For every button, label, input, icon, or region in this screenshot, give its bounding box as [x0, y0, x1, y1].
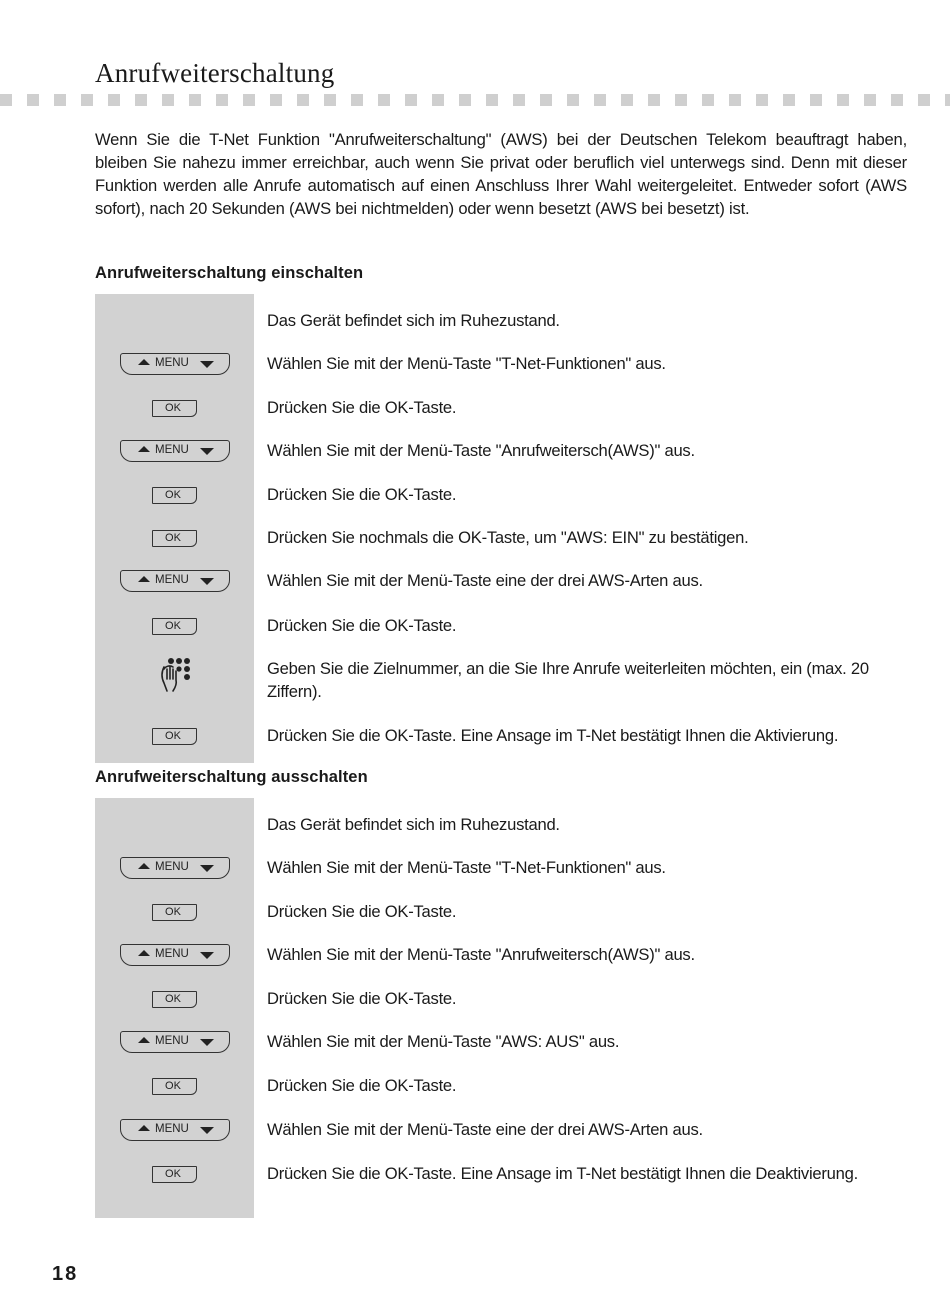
- step-text: Drücken Sie die OK-Taste.: [267, 1076, 457, 1095]
- rule-dot: [810, 94, 822, 106]
- step-key-cell: [95, 856, 254, 880]
- step-key-cell: [95, 1162, 254, 1186]
- rule-dot: [540, 94, 552, 106]
- arrow-up-icon: [138, 576, 150, 582]
- step-text: Wählen Sie mit der Menü-Taste eine der drei AWS-Arten aus.: [267, 571, 703, 590]
- ok-key-icon: [152, 487, 197, 504]
- rule-dot: [324, 94, 336, 106]
- rule-dot: [945, 94, 950, 106]
- rule-dot: [648, 94, 660, 106]
- ok-key-icon: [152, 530, 197, 547]
- rule-dot: [243, 94, 255, 106]
- step-row: [95, 724, 925, 764]
- ok-key-icon: [152, 904, 197, 921]
- rule-dot: [756, 94, 768, 106]
- ok-key-icon: [152, 1166, 197, 1183]
- arrow-down-icon: [200, 952, 214, 959]
- rule-dot: [162, 94, 174, 106]
- menu-key-label: MENU: [155, 444, 189, 456]
- step-text: Drücken Sie die OK-Taste. Eine Ansage im T-Net bestätigt Ihnen die Deaktivierung.: [267, 1164, 858, 1183]
- rule-dot: [378, 94, 390, 106]
- ok-key-label: OK: [165, 993, 181, 1005]
- step-key-cell: [95, 813, 254, 837]
- section-heading-ausschalten: Anrufweiterschaltung ausschalten: [95, 768, 368, 786]
- menu-key-icon: [120, 944, 230, 966]
- step-row: [95, 813, 925, 853]
- step-row: [95, 900, 925, 940]
- rule-dot: [135, 94, 147, 106]
- rule-dot: [837, 94, 849, 106]
- step-text: Wählen Sie mit der Menü-Taste eine der drei AWS-Arten aus.: [267, 1120, 703, 1139]
- section-heading-einschalten: Anrufweiterschaltung einschalten: [95, 264, 364, 282]
- menu-key-icon: [120, 1031, 230, 1053]
- ok-key-icon: [152, 618, 197, 635]
- step-row: [95, 352, 925, 392]
- menu-key-icon: [120, 570, 230, 592]
- step-key-cell: [95, 526, 254, 550]
- rule-dot: [864, 94, 876, 106]
- rule-dot: [486, 94, 498, 106]
- step-key-cell: [95, 483, 254, 507]
- step-key-cell: [95, 614, 254, 638]
- step-text: Wählen Sie mit der Menü-Taste "T-Net-Funktionen" aus.: [267, 354, 666, 373]
- menu-key-label: MENU: [155, 861, 189, 873]
- step-text: Drücken Sie die OK-Taste. Eine Ansage im T-Net bestätigt Ihnen die Aktivierung.: [267, 726, 839, 745]
- step-key-cell: [95, 1118, 254, 1142]
- rule-dot: [270, 94, 282, 106]
- ok-key-label: OK: [165, 620, 181, 632]
- rule-dot: [783, 94, 795, 106]
- rule-dot: [351, 94, 363, 106]
- step-text: Wählen Sie mit der Menü-Taste "AWS: AUS" aus.: [267, 1032, 620, 1051]
- step-text: Drücken Sie die OK-Taste.: [267, 398, 457, 417]
- rule-dot: [405, 94, 417, 106]
- step-row: [95, 439, 925, 479]
- step-row: [95, 1074, 925, 1114]
- menu-key-icon: [120, 353, 230, 375]
- step-text: Drücken Sie die OK-Taste.: [267, 616, 457, 635]
- rule-dot: [81, 94, 93, 106]
- ok-key-label: OK: [165, 489, 181, 501]
- step-row: [95, 657, 925, 701]
- step-row: [95, 987, 925, 1027]
- step-key-cell: [95, 396, 254, 420]
- menu-key-icon: [120, 440, 230, 462]
- page-number: 18: [52, 1263, 79, 1285]
- step-row: [95, 856, 925, 896]
- arrow-up-icon: [138, 950, 150, 956]
- ok-key-icon: [152, 1078, 197, 1095]
- step-key-cell: [95, 309, 254, 333]
- step-key-cell: [95, 900, 254, 924]
- ok-key-label: OK: [165, 1168, 181, 1180]
- ok-key-icon: [152, 991, 197, 1008]
- ok-key-label: OK: [165, 532, 181, 544]
- step-key-cell: [95, 724, 254, 748]
- menu-key-label: MENU: [155, 574, 189, 586]
- step-row: [95, 1030, 925, 1070]
- arrow-down-icon: [200, 1039, 214, 1046]
- rule-dot: [189, 94, 201, 106]
- rule-dot: [459, 94, 471, 106]
- menu-key-icon: [120, 857, 230, 879]
- step-row: [95, 309, 925, 349]
- arrow-up-icon: [138, 1037, 150, 1043]
- step-text: Drücken Sie die OK-Taste.: [267, 902, 457, 921]
- arrow-up-icon: [138, 863, 150, 869]
- rule-dot: [891, 94, 903, 106]
- step-key-cell: [95, 987, 254, 1011]
- arrow-down-icon: [200, 361, 214, 368]
- rule-dot: [297, 94, 309, 106]
- arrow-up-icon: [138, 446, 150, 452]
- menu-key-icon: [120, 1119, 230, 1141]
- rule-dot: [594, 94, 606, 106]
- ok-key-icon: [152, 728, 197, 745]
- rule-dot: [27, 94, 39, 106]
- rule-dot: [702, 94, 714, 106]
- step-row: [95, 1118, 925, 1158]
- step-text: Das Gerät befindet sich im Ruhezustand.: [267, 311, 560, 330]
- ok-key-label: OK: [165, 730, 181, 742]
- step-key-cell: [95, 657, 254, 681]
- step-text: Drücken Sie nochmals die OK-Taste, um "AWS: EIN" zu bestätigen.: [267, 528, 749, 547]
- menu-key-label: MENU: [155, 1123, 189, 1135]
- step-row: [95, 1162, 925, 1202]
- rule-dot: [567, 94, 579, 106]
- step-text: Das Gerät befindet sich im Ruhezustand.: [267, 815, 560, 834]
- page-title: Anrufweiterschaltung: [95, 58, 335, 88]
- rule-dot: [621, 94, 633, 106]
- rule-dot: [54, 94, 66, 106]
- ok-key-label: OK: [165, 906, 181, 918]
- step-row: [95, 943, 925, 983]
- step-key-cell: [95, 439, 254, 463]
- menu-key-label: MENU: [155, 357, 189, 369]
- menu-key-label: MENU: [155, 1035, 189, 1047]
- rule-dot: [729, 94, 741, 106]
- rule-dot: [0, 94, 12, 106]
- step-key-cell: [95, 1030, 254, 1054]
- step-row: [95, 526, 925, 566]
- ok-key-icon: [152, 400, 197, 417]
- rule-dot: [513, 94, 525, 106]
- arrow-down-icon: [200, 865, 214, 872]
- title-dot-rule: [0, 94, 950, 106]
- step-row: [95, 569, 925, 609]
- rule-dot: [675, 94, 687, 106]
- step-text: Drücken Sie die OK-Taste.: [267, 989, 457, 1008]
- rule-dot: [918, 94, 930, 106]
- step-key-cell: [95, 569, 254, 593]
- menu-key-label: MENU: [155, 948, 189, 960]
- arrow-down-icon: [200, 448, 214, 455]
- step-key-cell: [95, 943, 254, 967]
- ok-key-label: OK: [165, 1080, 181, 1092]
- step-text: Geben Sie die Zielnummer, an die Sie Ihre Anrufe weiterleiten möchten, ein (max. 20 Ziffern).: [267, 659, 869, 701]
- keypad-hand-icon: [155, 657, 195, 697]
- rule-dot: [216, 94, 228, 106]
- rule-dot: [432, 94, 444, 106]
- step-text: Drücken Sie die OK-Taste.: [267, 485, 457, 504]
- step-text: Wählen Sie mit der Menü-Taste "T-Net-Funktionen" aus.: [267, 858, 666, 877]
- rule-dot: [108, 94, 120, 106]
- step-key-cell: [95, 1074, 254, 1098]
- arrow-down-icon: [200, 1127, 214, 1134]
- step-row: [95, 483, 925, 523]
- arrow-down-icon: [200, 578, 214, 585]
- intro-paragraph: Wenn Sie die T-Net Funktion "Anrufweiterschaltung" (AWS) bei der Deutschen Telekom beauftragt haben, bleiben Sie nahezu immer erreichbar, auch wenn Sie privat oder beruflich viel unterwegs sind. Denn mit dieser Funktion werden alle Anrufe automatisch auf einen Anschluss Ihrer Wahl weitergeleitet. Entweder sofort (AWS sofort), nach 20 Sekunden (AWS bei nichtmelden) oder wenn besetzt (AWS bei besetzt) ist.: [95, 130, 907, 218]
- step-text: Wählen Sie mit der Menü-Taste "Anrufweitersch(AWS)" aus.: [267, 945, 695, 964]
- arrow-up-icon: [138, 359, 150, 365]
- step-text: Wählen Sie mit der Menü-Taste "Anrufweitersch(AWS)" aus.: [267, 441, 695, 460]
- ok-key-label: OK: [165, 402, 181, 414]
- step-key-cell: [95, 352, 254, 376]
- step-row: [95, 614, 925, 654]
- arrow-up-icon: [138, 1125, 150, 1131]
- step-row: [95, 396, 925, 436]
